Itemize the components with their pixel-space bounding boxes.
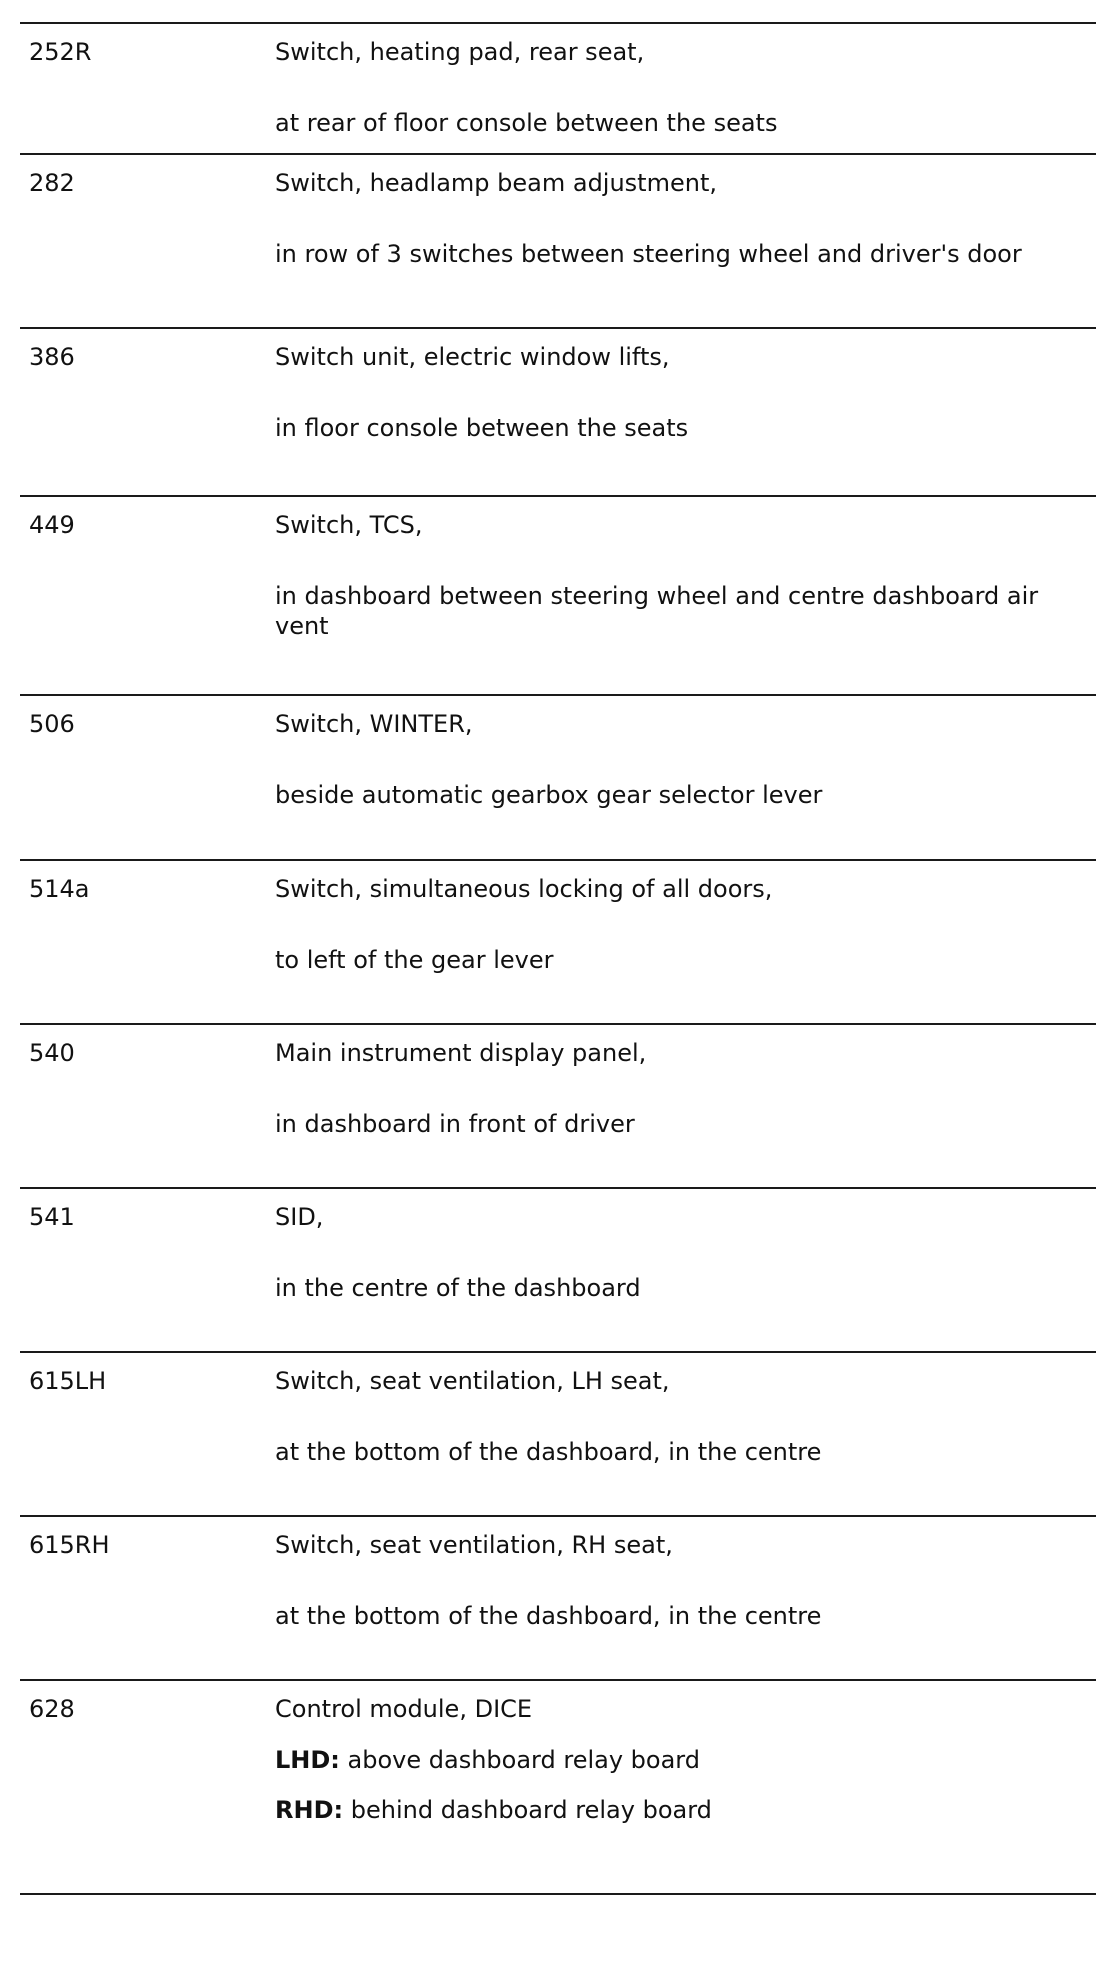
table-row: [20, 694, 1096, 859]
component-description: [275, 1202, 1096, 1351]
table-row: [20, 1679, 1096, 1895]
lhd-label: LHD:: [275, 1746, 340, 1774]
component-location: at rear of floor console between the seats: [275, 109, 778, 137]
component-code: 514a: [29, 875, 90, 903]
component-location: in dashboard in front of driver: [275, 1110, 635, 1138]
table-row: [20, 1515, 1096, 1679]
component-description: [275, 1530, 1096, 1679]
component-table: [20, 22, 1096, 1895]
component-location: beside automatic gearbox gear selector lever: [275, 781, 823, 809]
component-description: [275, 1366, 1096, 1515]
component-code: 615LH: [29, 1367, 107, 1395]
component-title: Switch, simultaneous locking of all doors,: [275, 875, 773, 903]
component-location: in row of 3 switches between steering wheel and driver's door: [275, 240, 1022, 268]
component-code: 506: [29, 710, 75, 738]
component-title: Main instrument display panel,: [275, 1039, 647, 1067]
component-description: [275, 510, 1096, 694]
table-row: [20, 1023, 1096, 1187]
table-row: [20, 495, 1096, 694]
table-row: [20, 859, 1096, 1023]
component-description: [275, 168, 1096, 327]
component-title: Control module, DICE: [275, 1695, 533, 1723]
component-description: [275, 1038, 1096, 1187]
rhd-label: RHD:: [275, 1796, 344, 1824]
table-row: [20, 327, 1096, 495]
rhd-location: behind dashboard relay board: [350, 1796, 712, 1824]
component-code: 615RH: [29, 1531, 110, 1559]
component-code: 541: [29, 1203, 75, 1231]
component-description: [275, 1694, 1096, 1893]
component-title: Switch, headlamp beam adjustment,: [275, 169, 717, 197]
table-row: [20, 153, 1096, 327]
component-title: Switch, TCS,: [275, 511, 423, 539]
component-title: Switch, WINTER,: [275, 710, 473, 738]
component-location: in the centre of the dashboard: [275, 1274, 641, 1302]
component-code: 628: [29, 1695, 75, 1723]
component-location-lhd: [275, 1745, 1086, 1775]
component-location: to left of the gear lever: [275, 946, 554, 974]
component-description: [275, 37, 1096, 153]
component-code: 449: [29, 511, 75, 539]
component-code: 252R: [29, 38, 92, 66]
table-row: [20, 1351, 1096, 1515]
component-title: SID,: [275, 1203, 324, 1231]
component-location: at the bottom of the dashboard, in the centre: [275, 1602, 822, 1630]
component-location: in floor console between the seats: [275, 414, 689, 442]
table-row: [20, 1187, 1096, 1351]
component-description: [275, 709, 1096, 859]
component-description: [275, 874, 1096, 1023]
component-title: Switch unit, electric window lifts,: [275, 343, 670, 371]
component-location: at the bottom of the dashboard, in the centre: [275, 1438, 822, 1466]
component-location: in dashboard between steering wheel and centre dashboard air vent: [275, 582, 1039, 640]
table-row: [20, 22, 1096, 153]
lhd-location: above dashboard relay board: [347, 1746, 700, 1774]
component-title: Switch, heating pad, rear seat,: [275, 38, 645, 66]
component-title: Switch, seat ventilation, LH seat,: [275, 1367, 670, 1395]
component-title: Switch, seat ventilation, RH seat,: [275, 1531, 673, 1559]
component-code: 540: [29, 1039, 75, 1067]
component-code: 282: [29, 169, 75, 197]
component-description: [275, 342, 1096, 495]
component-code: 386: [29, 343, 75, 371]
component-location-rhd: [275, 1795, 1086, 1825]
